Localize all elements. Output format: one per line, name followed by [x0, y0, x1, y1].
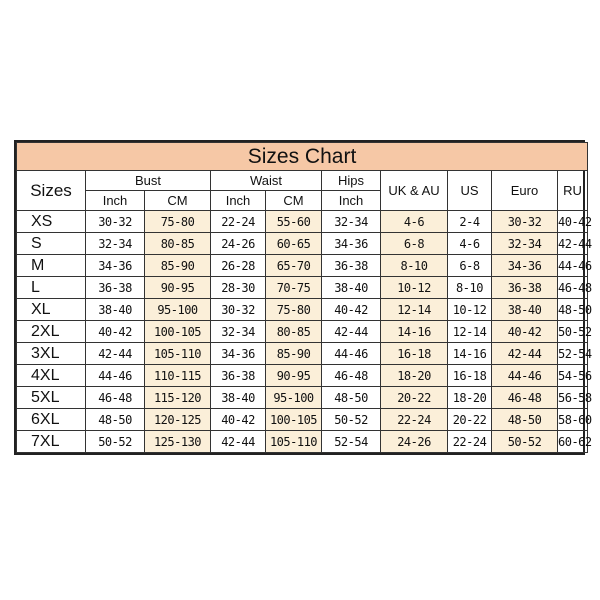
euro-cell: 42-44 — [492, 343, 558, 365]
hips-inch-cell: 50-52 — [322, 409, 381, 431]
table-row — [17, 409, 588, 431]
uk-au-cell: 10-12 — [381, 277, 448, 299]
uk-au-cell: 20-22 — [381, 387, 448, 409]
waist-inch-cell: 30-32 — [211, 299, 266, 321]
us-cell: 20-22 — [448, 409, 492, 431]
uk-au-cell: 16-18 — [381, 343, 448, 365]
header-euro: Euro — [492, 171, 558, 211]
uk-au-cell: 6-8 — [381, 233, 448, 255]
ru-cell: 56-58 — [558, 387, 588, 409]
bust-inch-cell: 44-46 — [86, 365, 145, 387]
size-label: 4XL — [17, 365, 86, 387]
waist-cm-cell: 100-105 — [266, 409, 322, 431]
us-cell: 2-4 — [448, 211, 492, 233]
table-row — [17, 277, 588, 299]
euro-cell: 38-40 — [492, 299, 558, 321]
subheader-bust-inch: Inch — [86, 191, 145, 211]
ru-cell: 42-44 — [558, 233, 588, 255]
size-label: 2XL — [17, 321, 86, 343]
size-chart — [14, 140, 592, 455]
ru-cell: 40-42 — [558, 211, 588, 233]
table-row — [17, 431, 588, 453]
waist-cm-cell: 80-85 — [266, 321, 322, 343]
uk-au-cell: 24-26 — [381, 431, 448, 453]
bust-inch-cell: 42-44 — [86, 343, 145, 365]
size-label: 3XL — [17, 343, 86, 365]
bust-cm-cell: 125-130 — [145, 431, 211, 453]
us-cell: 4-6 — [448, 233, 492, 255]
size-label: L — [17, 277, 86, 299]
bust-inch-cell: 32-34 — [86, 233, 145, 255]
waist-cm-cell: 60-65 — [266, 233, 322, 255]
hips-inch-cell: 32-34 — [322, 211, 381, 233]
euro-cell: 44-46 — [492, 365, 558, 387]
subheader-bust-cm: CM — [145, 191, 211, 211]
waist-inch-cell: 36-38 — [211, 365, 266, 387]
euro-cell: 36-38 — [492, 277, 558, 299]
waist-cm-cell: 95-100 — [266, 387, 322, 409]
ru-cell: 50-52 — [558, 321, 588, 343]
bust-cm-cell: 105-110 — [145, 343, 211, 365]
bust-inch-cell: 46-48 — [86, 387, 145, 409]
bust-inch-cell: 30-32 — [86, 211, 145, 233]
uk-au-cell: 8-10 — [381, 255, 448, 277]
bust-inch-cell: 48-50 — [86, 409, 145, 431]
header-hips: Hips — [322, 171, 381, 191]
us-cell: 6-8 — [448, 255, 492, 277]
waist-inch-cell: 26-28 — [211, 255, 266, 277]
us-cell: 22-24 — [448, 431, 492, 453]
bust-inch-cell: 38-40 — [86, 299, 145, 321]
hips-inch-cell: 40-42 — [322, 299, 381, 321]
waist-inch-cell: 28-30 — [211, 277, 266, 299]
waist-inch-cell: 38-40 — [211, 387, 266, 409]
bust-inch-cell: 40-42 — [86, 321, 145, 343]
waist-inch-cell: 42-44 — [211, 431, 266, 453]
bust-cm-cell: 85-90 — [145, 255, 211, 277]
bust-cm-cell: 75-80 — [145, 211, 211, 233]
table-row — [17, 387, 588, 409]
ru-cell: 60-62 — [558, 431, 588, 453]
hips-inch-cell: 46-48 — [322, 365, 381, 387]
hips-inch-cell: 44-46 — [322, 343, 381, 365]
subheader-hips-inch: Inch — [322, 191, 381, 211]
euro-cell: 32-34 — [492, 233, 558, 255]
header-bust: Bust — [86, 171, 211, 191]
us-cell: 18-20 — [448, 387, 492, 409]
euro-cell: 34-36 — [492, 255, 558, 277]
waist-cm-cell: 105-110 — [266, 431, 322, 453]
table-row — [17, 321, 588, 343]
hips-inch-cell: 38-40 — [322, 277, 381, 299]
size-label: 7XL — [17, 431, 86, 453]
waist-inch-cell: 40-42 — [211, 409, 266, 431]
ru-cell: 44-46 — [558, 255, 588, 277]
waist-cm-cell: 55-60 — [266, 211, 322, 233]
bust-inch-cell: 34-36 — [86, 255, 145, 277]
table-row — [17, 233, 588, 255]
waist-cm-cell: 75-80 — [266, 299, 322, 321]
euro-cell: 40-42 — [492, 321, 558, 343]
size-label: M — [17, 255, 86, 277]
bust-cm-cell: 100-105 — [145, 321, 211, 343]
euro-cell: 46-48 — [492, 387, 558, 409]
euro-cell: 48-50 — [492, 409, 558, 431]
bust-cm-cell: 80-85 — [145, 233, 211, 255]
header-uk-au: UK & AU — [381, 171, 448, 211]
hips-inch-cell: 36-38 — [322, 255, 381, 277]
size-label: S — [17, 233, 86, 255]
hips-inch-cell: 34-36 — [322, 233, 381, 255]
size-label: XL — [17, 299, 86, 321]
hips-inch-cell: 42-44 — [322, 321, 381, 343]
us-cell: 16-18 — [448, 365, 492, 387]
bust-cm-cell: 110-115 — [145, 365, 211, 387]
euro-cell: 50-52 — [492, 431, 558, 453]
uk-au-cell: 12-14 — [381, 299, 448, 321]
bust-cm-cell: 90-95 — [145, 277, 211, 299]
hips-inch-cell: 52-54 — [322, 431, 381, 453]
size-label: 5XL — [17, 387, 86, 409]
waist-inch-cell: 32-34 — [211, 321, 266, 343]
us-cell: 10-12 — [448, 299, 492, 321]
uk-au-cell: 14-16 — [381, 321, 448, 343]
waist-cm-cell: 65-70 — [266, 255, 322, 277]
bust-inch-cell: 50-52 — [86, 431, 145, 453]
subheader-waist-cm: CM — [266, 191, 322, 211]
table-row — [17, 365, 588, 387]
table-row — [17, 343, 588, 365]
ru-cell: 48-50 — [558, 299, 588, 321]
waist-inch-cell: 24-26 — [211, 233, 266, 255]
table-row — [17, 255, 588, 277]
waist-cm-cell: 90-95 — [266, 365, 322, 387]
uk-au-cell: 18-20 — [381, 365, 448, 387]
size-table — [16, 142, 592, 453]
waist-cm-cell: 70-75 — [266, 277, 322, 299]
bust-cm-cell: 115-120 — [145, 387, 211, 409]
header-waist: Waist — [211, 171, 322, 191]
subheader-waist-inch: Inch — [211, 191, 266, 211]
hips-inch-cell: 48-50 — [322, 387, 381, 409]
bust-cm-cell: 95-100 — [145, 299, 211, 321]
bust-cm-cell: 120-125 — [145, 409, 211, 431]
ru-cell: 54-56 — [558, 365, 588, 387]
uk-au-cell: 4-6 — [381, 211, 448, 233]
ru-cell: 52-54 — [558, 343, 588, 365]
euro-cell: 30-32 — [492, 211, 558, 233]
us-cell: 14-16 — [448, 343, 492, 365]
size-label: 6XL — [17, 409, 86, 431]
bust-inch-cell: 36-38 — [86, 277, 145, 299]
header-us: US — [448, 171, 492, 211]
waist-cm-cell: 85-90 — [266, 343, 322, 365]
ru-cell: 46-48 — [558, 277, 588, 299]
table-row — [17, 299, 588, 321]
chart-title: Sizes Chart — [17, 143, 588, 171]
table-row — [17, 211, 588, 233]
waist-inch-cell: 22-24 — [211, 211, 266, 233]
uk-au-cell: 22-24 — [381, 409, 448, 431]
size-label: XS — [17, 211, 86, 233]
us-cell: 8-10 — [448, 277, 492, 299]
us-cell: 12-14 — [448, 321, 492, 343]
ru-cell: 58-60 — [558, 409, 588, 431]
header-sizes: Sizes — [17, 171, 86, 211]
waist-inch-cell: 34-36 — [211, 343, 266, 365]
header-ru: RU — [558, 171, 588, 211]
